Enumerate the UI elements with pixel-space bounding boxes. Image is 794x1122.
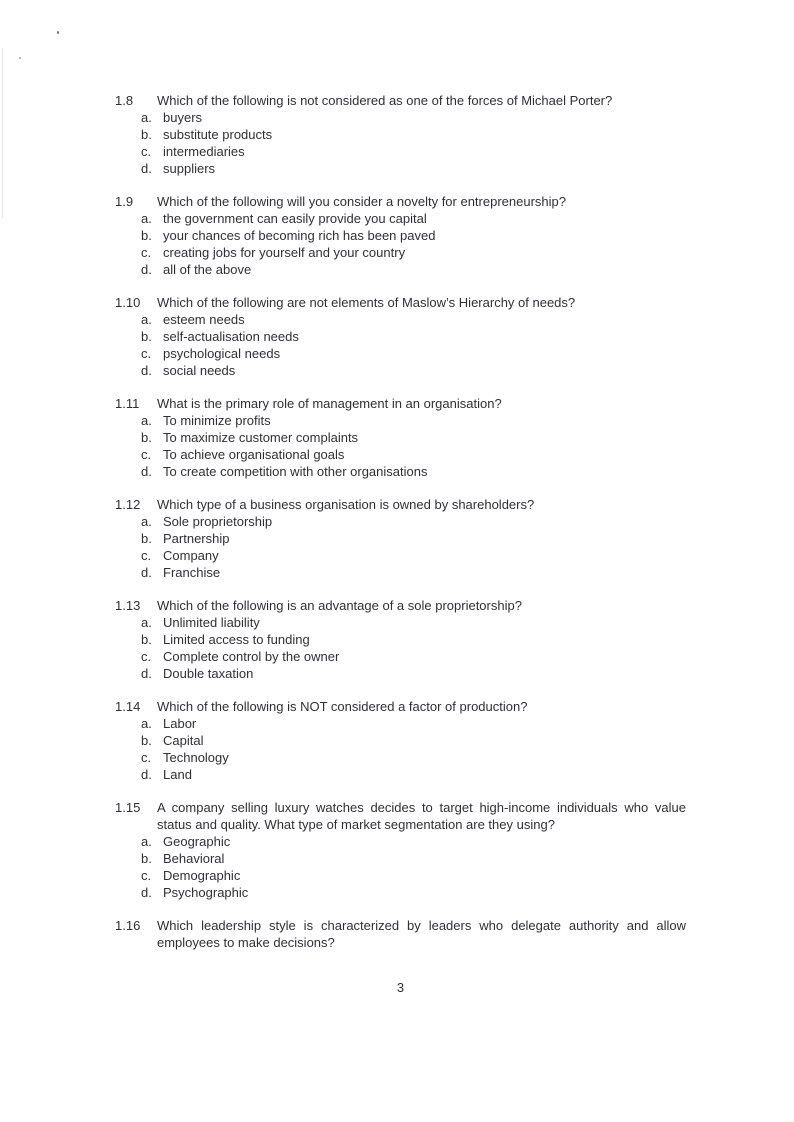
option-row <box>141 126 686 143</box>
option-letter: a. <box>141 834 152 849</box>
option-letter: c. <box>141 750 152 765</box>
option-letter: b. <box>141 430 152 445</box>
question-text: A company selling luxury watches decides to target high-income individuals who value status and quality. What type of market segmentation are they using? <box>157 800 686 832</box>
option-letter: a. <box>141 716 152 731</box>
question-row <box>115 917 686 951</box>
option-row <box>141 160 686 177</box>
question-text: Which of the following are not elements of Maslow’s Hierarchy of needs? <box>157 295 576 310</box>
option-text: substitute products <box>163 127 273 142</box>
option-row <box>141 850 686 867</box>
option-row <box>141 143 686 160</box>
option-letter: b. <box>141 733 152 748</box>
option-letter: c. <box>141 548 152 563</box>
option-letter: d. <box>141 363 152 378</box>
exam-page <box>115 92 686 996</box>
option-row <box>141 463 686 480</box>
option-text: Company <box>163 548 219 563</box>
option-letter: a. <box>141 211 152 226</box>
question-number: 1.8 <box>115 93 134 108</box>
option-text: suppliers <box>163 161 216 176</box>
option-row <box>141 227 686 244</box>
options-list <box>141 210 686 278</box>
question-text: Which type of a business organisation is owned by shareholders? <box>157 497 535 512</box>
option-row <box>141 631 686 648</box>
option-text: To maximize customer complaints <box>163 430 359 445</box>
option-text: Sole proprietorship <box>163 514 273 529</box>
option-letter: c. <box>141 144 152 159</box>
option-text: psychological needs <box>163 346 281 361</box>
option-text: Unlimited liability <box>163 615 260 630</box>
question-text: Which leadership style is characterized by leaders who delegate authority and allow employees to make decisions? <box>157 918 686 950</box>
option-row <box>141 530 686 547</box>
option-row <box>141 614 686 631</box>
question-row <box>115 92 686 109</box>
question-text: Which of the following will you consider a novelty for entrepreneurship? <box>157 194 566 209</box>
option-row <box>141 429 686 446</box>
question-row <box>115 193 686 210</box>
options-list <box>141 715 686 783</box>
option-text: the government can easily provide you capital <box>163 211 427 226</box>
question-number: 1.14 <box>115 699 141 714</box>
option-letter: b. <box>141 851 152 866</box>
question-row <box>115 698 686 715</box>
option-text: creating jobs for yourself and your country <box>163 245 406 260</box>
question-number: 1.11 <box>115 396 140 411</box>
options-list <box>141 412 686 480</box>
option-row <box>141 564 686 581</box>
option-row <box>141 884 686 901</box>
option-text: To minimize profits <box>163 413 271 428</box>
option-letter: c. <box>141 346 152 361</box>
options-list <box>141 614 686 682</box>
option-row <box>141 732 686 749</box>
page-number: 3 <box>396 980 405 995</box>
option-letter: d. <box>141 262 152 277</box>
question-block <box>115 698 686 783</box>
option-letter: d. <box>141 885 152 900</box>
question-block <box>115 496 686 581</box>
option-text: social needs <box>163 363 236 378</box>
question-text: Which of the following is an advantage of a sole proprietorship? <box>157 598 522 613</box>
option-letter: c. <box>141 649 152 664</box>
question-row <box>115 597 686 614</box>
option-row <box>141 362 686 379</box>
scan-speck <box>57 31 59 34</box>
option-text: esteem needs <box>163 312 245 327</box>
question-block <box>115 294 686 379</box>
option-letter: d. <box>141 767 152 782</box>
option-text: self-actualisation needs <box>163 329 299 344</box>
option-text: Limited access to funding <box>163 632 310 647</box>
question-row <box>115 496 686 513</box>
option-letter: d. <box>141 666 152 681</box>
question-number: 1.10 <box>115 295 141 310</box>
option-text: Behavioral <box>163 851 225 866</box>
option-text: Land <box>163 767 192 782</box>
option-row <box>141 261 686 278</box>
question-text: What is the primary role of management in an organisation? <box>157 396 502 411</box>
option-text: Technology <box>163 750 229 765</box>
option-text: intermediaries <box>163 144 245 159</box>
option-letter: c. <box>141 868 152 883</box>
option-row <box>141 412 686 429</box>
question-number: 1.16 <box>115 918 141 933</box>
option-text: buyers <box>163 110 203 125</box>
option-letter: a. <box>141 110 152 125</box>
question-number: 1.13 <box>115 598 141 613</box>
question-text: Which of the following is NOT considered a factor of production? <box>157 699 528 714</box>
option-row <box>141 867 686 884</box>
question-block <box>115 597 686 682</box>
option-letter: c. <box>141 447 152 462</box>
option-letter: b. <box>141 632 152 647</box>
question-block <box>115 395 686 480</box>
options-list <box>141 513 686 581</box>
option-row <box>141 766 686 783</box>
options-list <box>141 109 686 177</box>
option-row <box>141 210 686 227</box>
option-text: Capital <box>163 733 204 748</box>
option-letter: d. <box>141 161 152 176</box>
question-number: 1.15 <box>115 800 141 815</box>
option-letter: d. <box>141 565 152 580</box>
options-list <box>141 311 686 379</box>
option-text: Geographic <box>163 834 231 849</box>
option-letter: a. <box>141 312 152 327</box>
option-text: To achieve organisational goals <box>163 447 345 462</box>
question-list <box>115 92 686 951</box>
question-block <box>115 799 686 901</box>
option-text: Double taxation <box>163 666 254 681</box>
question-row <box>115 395 686 412</box>
scan-speck <box>19 57 21 59</box>
option-row <box>141 328 686 345</box>
option-row <box>141 833 686 850</box>
question-row <box>115 294 686 311</box>
scan-edge-artifact <box>2 48 3 218</box>
option-row <box>141 749 686 766</box>
option-text: Partnership <box>163 531 230 546</box>
question-text: Which of the following is not considered as one of the forces of Michael Porter? <box>157 93 613 108</box>
option-row <box>141 547 686 564</box>
option-text: Franchise <box>163 565 221 580</box>
option-letter: a. <box>141 413 152 428</box>
option-letter: c. <box>141 245 152 260</box>
option-letter: d. <box>141 464 152 479</box>
option-letter: b. <box>141 329 152 344</box>
question-block <box>115 193 686 278</box>
question-block <box>115 92 686 177</box>
question-block <box>115 917 686 951</box>
option-row <box>141 648 686 665</box>
option-row <box>141 513 686 530</box>
option-text: Psychographic <box>163 885 249 900</box>
option-letter: a. <box>141 615 152 630</box>
option-row <box>141 715 686 732</box>
option-text: Demographic <box>163 868 241 883</box>
option-letter: b. <box>141 127 152 142</box>
option-text: To create competition with other organisations <box>163 464 428 479</box>
option-text: your chances of becoming rich has been paved <box>163 228 436 243</box>
option-row <box>141 244 686 261</box>
option-text: all of the above <box>163 262 252 277</box>
option-text: Complete control by the owner <box>163 649 340 664</box>
option-text: Labor <box>163 716 197 731</box>
option-letter: b. <box>141 228 152 243</box>
question-number: 1.9 <box>115 194 134 209</box>
option-letter: b. <box>141 531 152 546</box>
option-letter: a. <box>141 514 152 529</box>
question-number: 1.12 <box>115 497 141 512</box>
option-row <box>141 446 686 463</box>
question-row <box>115 799 686 833</box>
option-row <box>141 345 686 362</box>
option-row <box>141 311 686 328</box>
option-row <box>141 109 686 126</box>
options-list <box>141 833 686 901</box>
option-row <box>141 665 686 682</box>
